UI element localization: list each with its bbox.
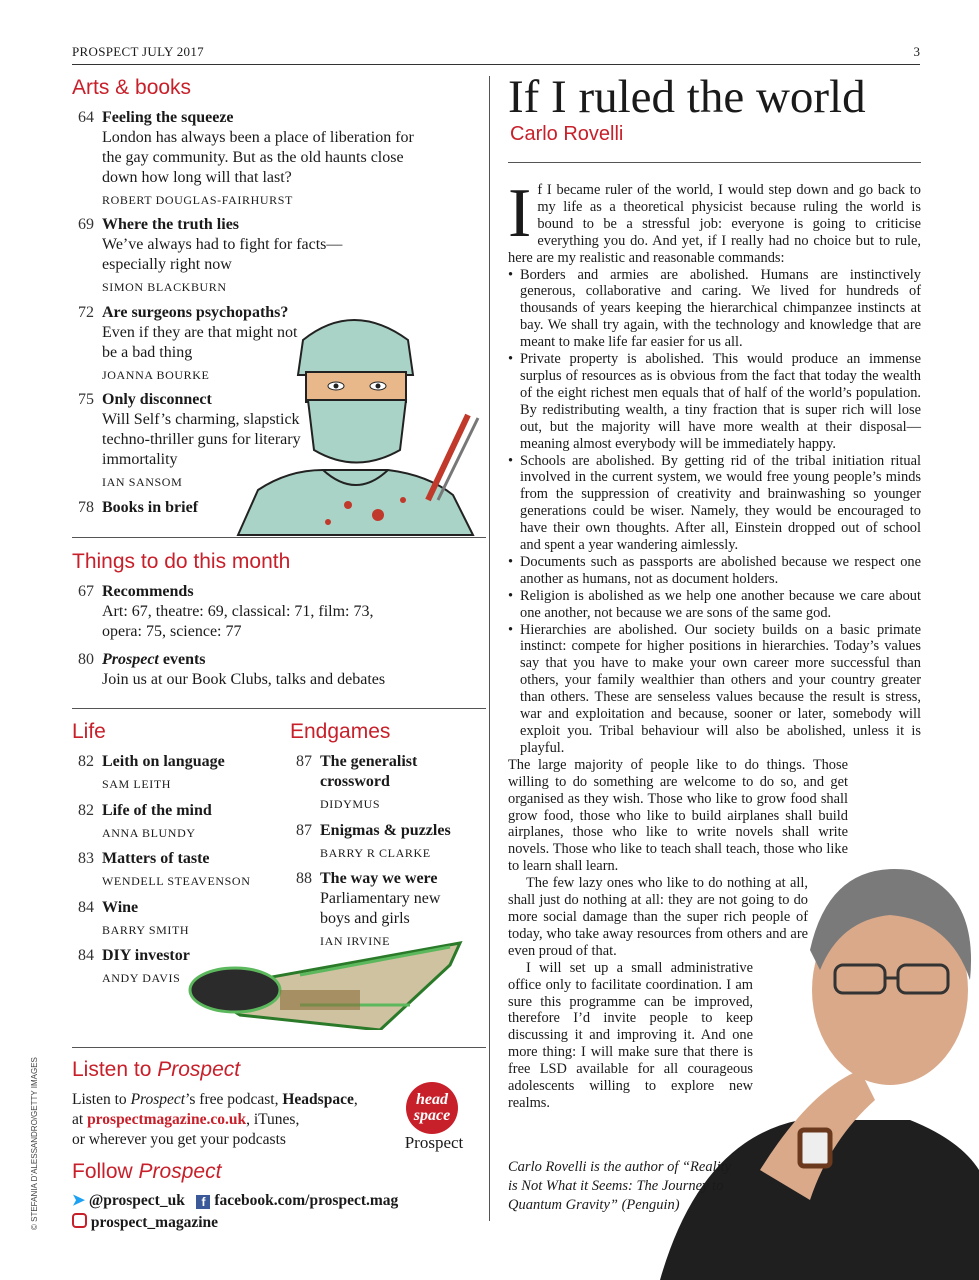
toc-item[interactable] [72,752,282,794]
toc-standfirst-line: down how long will that last? [102,169,292,186]
toc-item[interactable] [290,821,480,863]
list-item: • Religion is abolished as we help one another because we care about one another, not because we are sons of the same god. [520,588,921,622]
toc-standfirst-line: be a bad thing [102,344,193,361]
commands-list [508,267,921,757]
follow-links [72,1190,398,1234]
listen-text: Listen to Prospect’s free podcast, Headspace, at prospectmagazine.co.uk, iTunes, or wherever you get your podcasts [72,1091,358,1148]
list-item: • Hierarchies are abolished. Our society builds on a basic primate instinct: compete for higher positions in hierarchies. Today’s values say that you have to make your own career more successful than others, your family wealthier than others and your country greater than others. These are senseless values because the result is stress, war and exploitation and because, sooner or later, somebody will exploit you. Tribal behaviour will also be abolished, unless it is playful. [520,622,921,757]
section-divider [72,1047,486,1048]
toc-title: The generalist [320,753,418,770]
toc-author: IAN SANSOM [102,475,183,489]
toc-author: ANDY DAVIS [102,971,181,985]
toc-standfirst-line: Join us at our Book Clubs, talks and debates [102,671,386,688]
intro-paragraph: f I became ruler of the world, I would step down and go back to my life as a theoretical physicist because ruling the world is bound to be a stressful job: everyone is going to criticise everything you do. And yet, if I really had no choice but to rule, here are my realistic and reasonable commands: [508,182,921,266]
paragraph: I will set up a small administrative office only to facilitate coordination. I am sure this programme can be improved, therefore I’d invite people to keep discussing it and improving it. And one more thing: I will make sure that there is free LSD available for all courageous adolescents willing to explore new realms. [508,959,753,1111]
headspace-logo [398,1080,470,1152]
toc-author: ANNA BLUNDY [102,826,196,840]
toc-item[interactable] [72,108,472,210]
toc-standfirst-line: opera: 75, science: 77 [102,623,242,640]
things-to-do-heading: Things to do this month [72,550,291,573]
toc-page-number: 87 [296,753,312,770]
toc-standfirst-line: especially right now [102,256,232,273]
toc-page-number: 78 [78,499,94,516]
toc-page-number: 84 [78,899,94,916]
toc-standfirst-line: Parliamentary new [320,890,441,907]
paragraph: The large majority of people like to do things. Those willing to do something are welcome to do so, and get organised as they wish. Those who like to grow food shall grow food, those who like to build airplanes shall build airplanes, those who like to write novels shall write novels. Those who like to teach shall teach, those who like to learn shall learn. [508,756,848,875]
toc-title: Matters of taste [102,850,210,867]
toc-page-number: 80 [78,651,94,668]
toc-item[interactable] [72,898,282,940]
toc-page-number: 75 [78,391,94,408]
surgeon-illustration [228,300,490,540]
toc-item[interactable] [72,849,282,891]
list-item: • Documents such as passports are abolished because we respect one another as humans, not as document holders. [520,554,921,588]
toc-title: Leith on language [102,753,225,770]
toc-title: Wine [102,899,139,916]
toc-author: WENDELL STEAVENSON [102,874,251,888]
toc-item[interactable] [290,752,480,814]
toc-item[interactable] [72,650,472,690]
toc-standfirst-line: immortality [102,451,178,468]
svg-text:head: head [416,1091,448,1108]
toc-standfirst-line: We’ve always had to fight for facts— [102,236,343,253]
column-divider [489,76,490,1221]
toc-page-number: 82 [78,753,94,770]
toc-author: BARRY SMITH [102,923,190,937]
toc-item[interactable] [72,215,372,297]
toc-standfirst-line: London has always been a place of liberation for [102,129,414,146]
toc-item[interactable] [72,582,472,642]
toc-standfirst-line: boys and girls [320,910,410,927]
toc-title: Recommends [102,583,194,600]
instagram-icon [72,1213,87,1228]
rocket-illustration [180,935,470,1030]
toc-title: Only disconnect [102,391,212,408]
toc-standfirst-line: the gay community. But as the old haunts close [102,149,404,166]
article-title: If I ruled the world [508,71,866,123]
list-item: • Borders and armies are abolished. Humans are instinctively generous, collaborative and caring. We lived for hundreds of thousands of years keeping the hierarchical chimpanzee instincts at bay. We shall try again, with the technology and knowledge that are meant to make life far easier for us all. [520,267,921,352]
facebook-icon: f [196,1195,210,1209]
endgames-heading: Endgames [290,720,391,743]
title-rule [508,162,921,163]
arts-books-heading: Arts & books [72,76,192,99]
author-bio: Carlo Rovelli is the author of “Reality is Not What it Seems: The Journey to Quantum Gravity” (Penguin) [508,1159,732,1213]
page-number: 3 [913,44,920,59]
list-item: • Private property is abolished. This would produce an immense surplus of resources as is obvious from the fact that today the wealth of the eight richest men equals that of half of the world’s population. By redistributing wealth, a tiny fraction that is super rich will lose out, but the majority will have more wealth at their disposal—meaning almost everybody will be immediately happy. [520,351,921,452]
toc-title: Enigmas & puzzles [320,822,451,839]
facebook-link[interactable]: facebook.com/prospect.mag [214,1192,399,1209]
article-byline: Carlo Rovelli [510,123,624,145]
toc-author: IAN IRVINE [320,934,391,948]
toc-page-number: 84 [78,947,94,964]
toc-page-number: 88 [296,870,312,887]
toc-page-number: 72 [78,304,94,321]
running-head: PROSPECT JULY 2017 [72,44,204,59]
toc-standfirst-line: Even if they are that might not [102,324,298,341]
toc-title: The way we were [320,870,438,887]
toc-title-italic: Prospect [102,651,159,668]
toc-author: BARRY R CLARKE [320,846,431,860]
toc-author: SIMON BLACKBURN [102,280,227,294]
photo-credit: © STEFANIA D’ALESSANDRO/GETTY IMAGES [30,1057,39,1230]
toc-page-number: 87 [296,822,312,839]
podcast-link[interactable]: prospectmagazine.co.uk [87,1111,247,1128]
twitter-icon: ➤ [72,1192,85,1209]
toc-page-number: 64 [78,109,94,126]
toc-title: Life of the mind [102,802,212,819]
svg-text:space: space [413,1107,451,1124]
drop-cap: I [508,175,532,252]
toc-author: JOANNA BOURKE [102,368,210,382]
toc-title: Books in brief [102,499,199,516]
follow-heading: Follow Prospect [72,1160,222,1183]
toc-page-number: 83 [78,850,94,867]
toc-author: SAM LEITH [102,777,172,791]
toc-page-number: 69 [78,216,94,233]
twitter-handle[interactable]: @prospect_uk [88,1192,185,1209]
toc-page-number: 67 [78,583,94,600]
toc-author: DIDYMUS [320,797,381,811]
toc-title: events [158,651,206,668]
toc-title: Where the truth lies [102,216,240,233]
paragraph: The few lazy ones who like to do nothing at all, shall just do nothing at all: they are not going to do more social damage than the super rich people of today, who take away resources from others and are even proud of that. [508,875,808,959]
toc-title: Are surgeons psychopaths? [102,304,289,321]
toc-standfirst-line: Art: 67, theatre: 69, classical: 71, film: 73, [102,603,374,620]
toc-title: crossword [320,773,390,790]
life-heading: Life [72,720,106,743]
toc-standfirst-line: techno-thriller guns for literary [102,431,301,448]
section-divider [72,537,486,538]
list-item: • Schools are abolished. By getting rid of the tribal initiation ritual involved in the current system, we would free young people’s minds from the suppression of creativity and brainwashing so younger generations could be wiser. Namely, they would be encouraged to have their own thoughts. After all, Einstein dropped out of school and spent a year wandering aimlessly. [520,453,921,554]
toc-page-number: 82 [78,802,94,819]
section-divider [72,708,486,709]
top-rule [72,64,920,65]
toc-title: Feeling the squeeze [102,109,234,126]
listen-heading: Listen to Prospect [72,1058,241,1081]
svg-text:Prospect: Prospect [404,1133,464,1152]
toc-author: ROBERT DOUGLAS-FAIRHURST [102,193,293,207]
instagram-handle[interactable]: prospect_magazine [90,1214,219,1231]
toc-title: DIY investor [102,947,190,964]
toc-standfirst-line: Will Self’s charming, slapstick [102,411,300,428]
toc-item[interactable] [72,801,282,843]
